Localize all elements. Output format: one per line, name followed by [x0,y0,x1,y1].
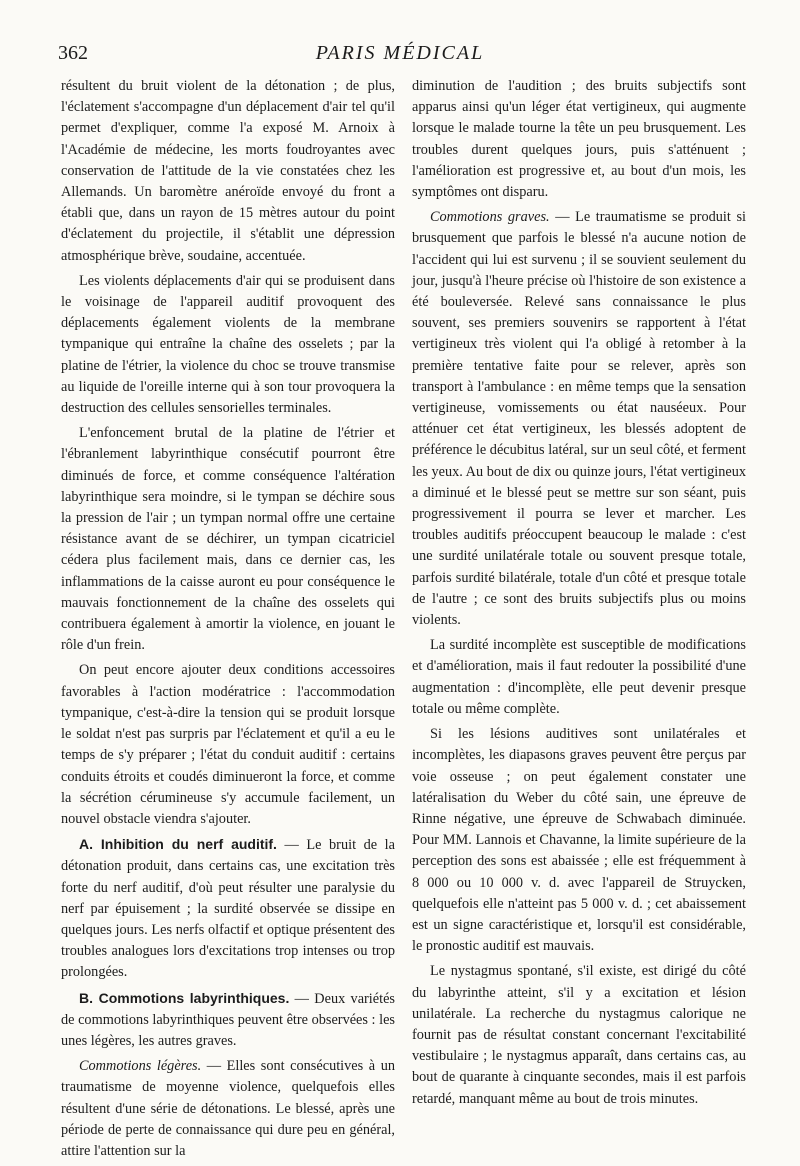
paragraph: Le nystagmus spontané, s'il existe, est dirigé du côté du labyrinthe atteint, s'il y a excitation et lésion unilatérale. La recherche du nystagmus calorique ne fournit pas de résultat constant concernant l'excitabilité vestibulaire ; le nystagmus apparaît, dans certains cas, au bout de quarante à cinquante secondes, mais il est parfois retardé, manquant même au bout de trois minutes. [412,963,746,1107]
subsection-light [61,1056,395,1162]
section-b-text: — Deux variétés de commotions labyrinthiques peuvent être observées : les unes légères, les autres graves. [61,990,396,1049]
left-column [61,76,395,1166]
paragraph: Si les lésions auditives sont unilatérales et incomplètes, les diapasons graves peuvent être perçus par voie osseuse ; on peut également constater une latéralisation du Weber du côté sain, une épreuve de Rinne négative, une épreuve de Schwabach diminuée. Pour MM. Lannois et Chavanne, la limite supérieure de la perception des sons est abaissée ; elle est fréquemment à 8 000 ou 10 000 v. d. avec l'appareil de Struycken, quelquefois elle n'atteint pas 5 000 v. d. ; cet abaissement est un signe caractéristique et, lorsqu'il est considérable, le pronostic auditif est mauvais. [412,726,746,955]
paragraph: diminution de l'audition ; des bruits subjectifs sont apparus ainsi qu'un léger état vertigineux, qui augmente lorsque le malade tourne la tête un peu brusquement. Les troubles durent quelques jours, puis s'atténuent ; l'amélioration est progressive et, au bout d'un mois, les symptômes ont disparu. [412,78,746,201]
section-b-heading: B. Commotions labyrinthiques. [79,989,290,1006]
right-column [412,76,746,1114]
section-b [61,988,395,1053]
paragraph: La surdité incomplète est susceptible de modifications et d'amélioration, mais il faut redouter la possibilité d'une augmentation : d'incomplète, elle peut devenir presque totale ou même complète. [412,637,746,717]
paragraph: On peut encore ajouter deux conditions accessoires favorables à l'action modératrice : l'accommodation tympanique, c'est-à-dire la tension qui se produit lorsque le soldat n'est pas surpris par l'éclatement et qu'il a eu le temps de s'y préparer ; l'état du conduit auditif : certains conduits étroits et coudés diminueront la force, et comme la sécrétion cérumineuse s'y accumule facilement, un nouvel obstacle viendra s'ajouter. [61,662,395,827]
subsection-severe-heading: Commotions graves. [430,209,550,226]
section-a [61,834,395,983]
running-title: PARIS MÉDICAL [315,42,485,64]
section-a-text: — Le bruit de la détonation produit, dans certains cas, une excitation très forte du nerf auditif, d'où peut résulter une paralysie du nerf par épuisement ; la surdité observée se dissipe en quelques jours. Les nerfs olfactif et optique présentent des troubles analogues lors d'excitations trop intenses ou trop prolongées. [61,837,395,981]
subsection-severe [412,207,746,631]
page-number: 362 [58,42,88,64]
section-a-heading: A. Inhibition du nerf auditif. [79,836,277,853]
subsection-light-heading: Commotions légères. [79,1058,202,1075]
paragraph: résultent du bruit violent de la détonation ; de plus, l'éclatement s'accompagne d'un déplacement d'air tel qu'il permet d'expliquer, comme l'a exposé M. Arnoix à l'Académie de médecine, les morts foudroyantes avec conservation de l'attitude de la vie constatées chez les Allemands. Un baromètre anéroïde envoyé du front a établi que, dans un rayon de 15 mètres autour du point d'éclatement du projectile, il s'établit une dépression atmosphérique brève, soudaine, accentuée. [61,78,395,264]
subsection-light-text: — Elles sont consécutives à un traumatisme de moyenne violence, quelquefois elles résultent d'une série de détonations. Le blessé, après une période de perte de connaissance qui dure peu en général, attire l'attention sur la [61,1058,395,1159]
subsection-severe-text: — Le traumatisme se produit si brusquement que parfois le blessé n'a aucune notion de l'accident qui lui est survenu ; il se souvient seulement du jour, jusqu'à l'heure précise où l'histoire de son existence a été bouleversée. Relevé sans connaissance le plus souvent, ses premiers souvenirs se rapportent à l'état vertigineux très violent qui l'a obligé à retomber à la première tentative faite pour se relever, après son transport à l'ambulance : en même temps que la sensation vertigineuse, vomissements ou état nauséeux. Pour atténuer cet état vertigineux, les blessés adoptent de préférence le décubitus latéral, sur un seul côté, et ferment les yeux. Au bout de dix ou quinze jours, l'état vertigineux a diminué et le blessé peut se mettre sur son séant, puis progressivement il pourra se lever et marcher. Les troubles auditifs préoccupent beaucoup le malade : c'est une surdité unilatérale totale ou souvent presque totale, parfois surdité bilatérale, totale d'un côté et presque totale de l'autre ; ce sont des bruits subjectifs plus ou moins violents. [412,209,747,629]
paragraph: Les violents déplacements d'air qui se produisent dans le voisinage de l'appareil auditif provoquent des déplacements également violents de la membrane tympanique qui entraîne la chaîne des osselets ; par la platine de l'étrier, la violence du choc se trouve transmise au liquide de l'oreille interne qui à son tour provoquera la destruction des cellules sensorielles terminales. [61,272,395,417]
paragraph: L'enfoncement brutal de la platine de l'étrier et l'ébranlement labyrinthique consécutif pourront être diminués de force, et comme conséquence l'altération labyrinthique sera moindre, si le tympan se déchire sous la pression de l'air ; un tympan normal offre une certaine résistance avant de se déchirer, un tympan cicatriciel cédera plus facilement mais, dans ce dernier cas, les inflammations de la caisse auront eu pour conséquence le mauvais fonctionnement de la chaîne des osselets qui contribuera également à amortir la violence, en jouant le rôle d'un frein. [61,425,395,654]
page-header [58,42,742,72]
